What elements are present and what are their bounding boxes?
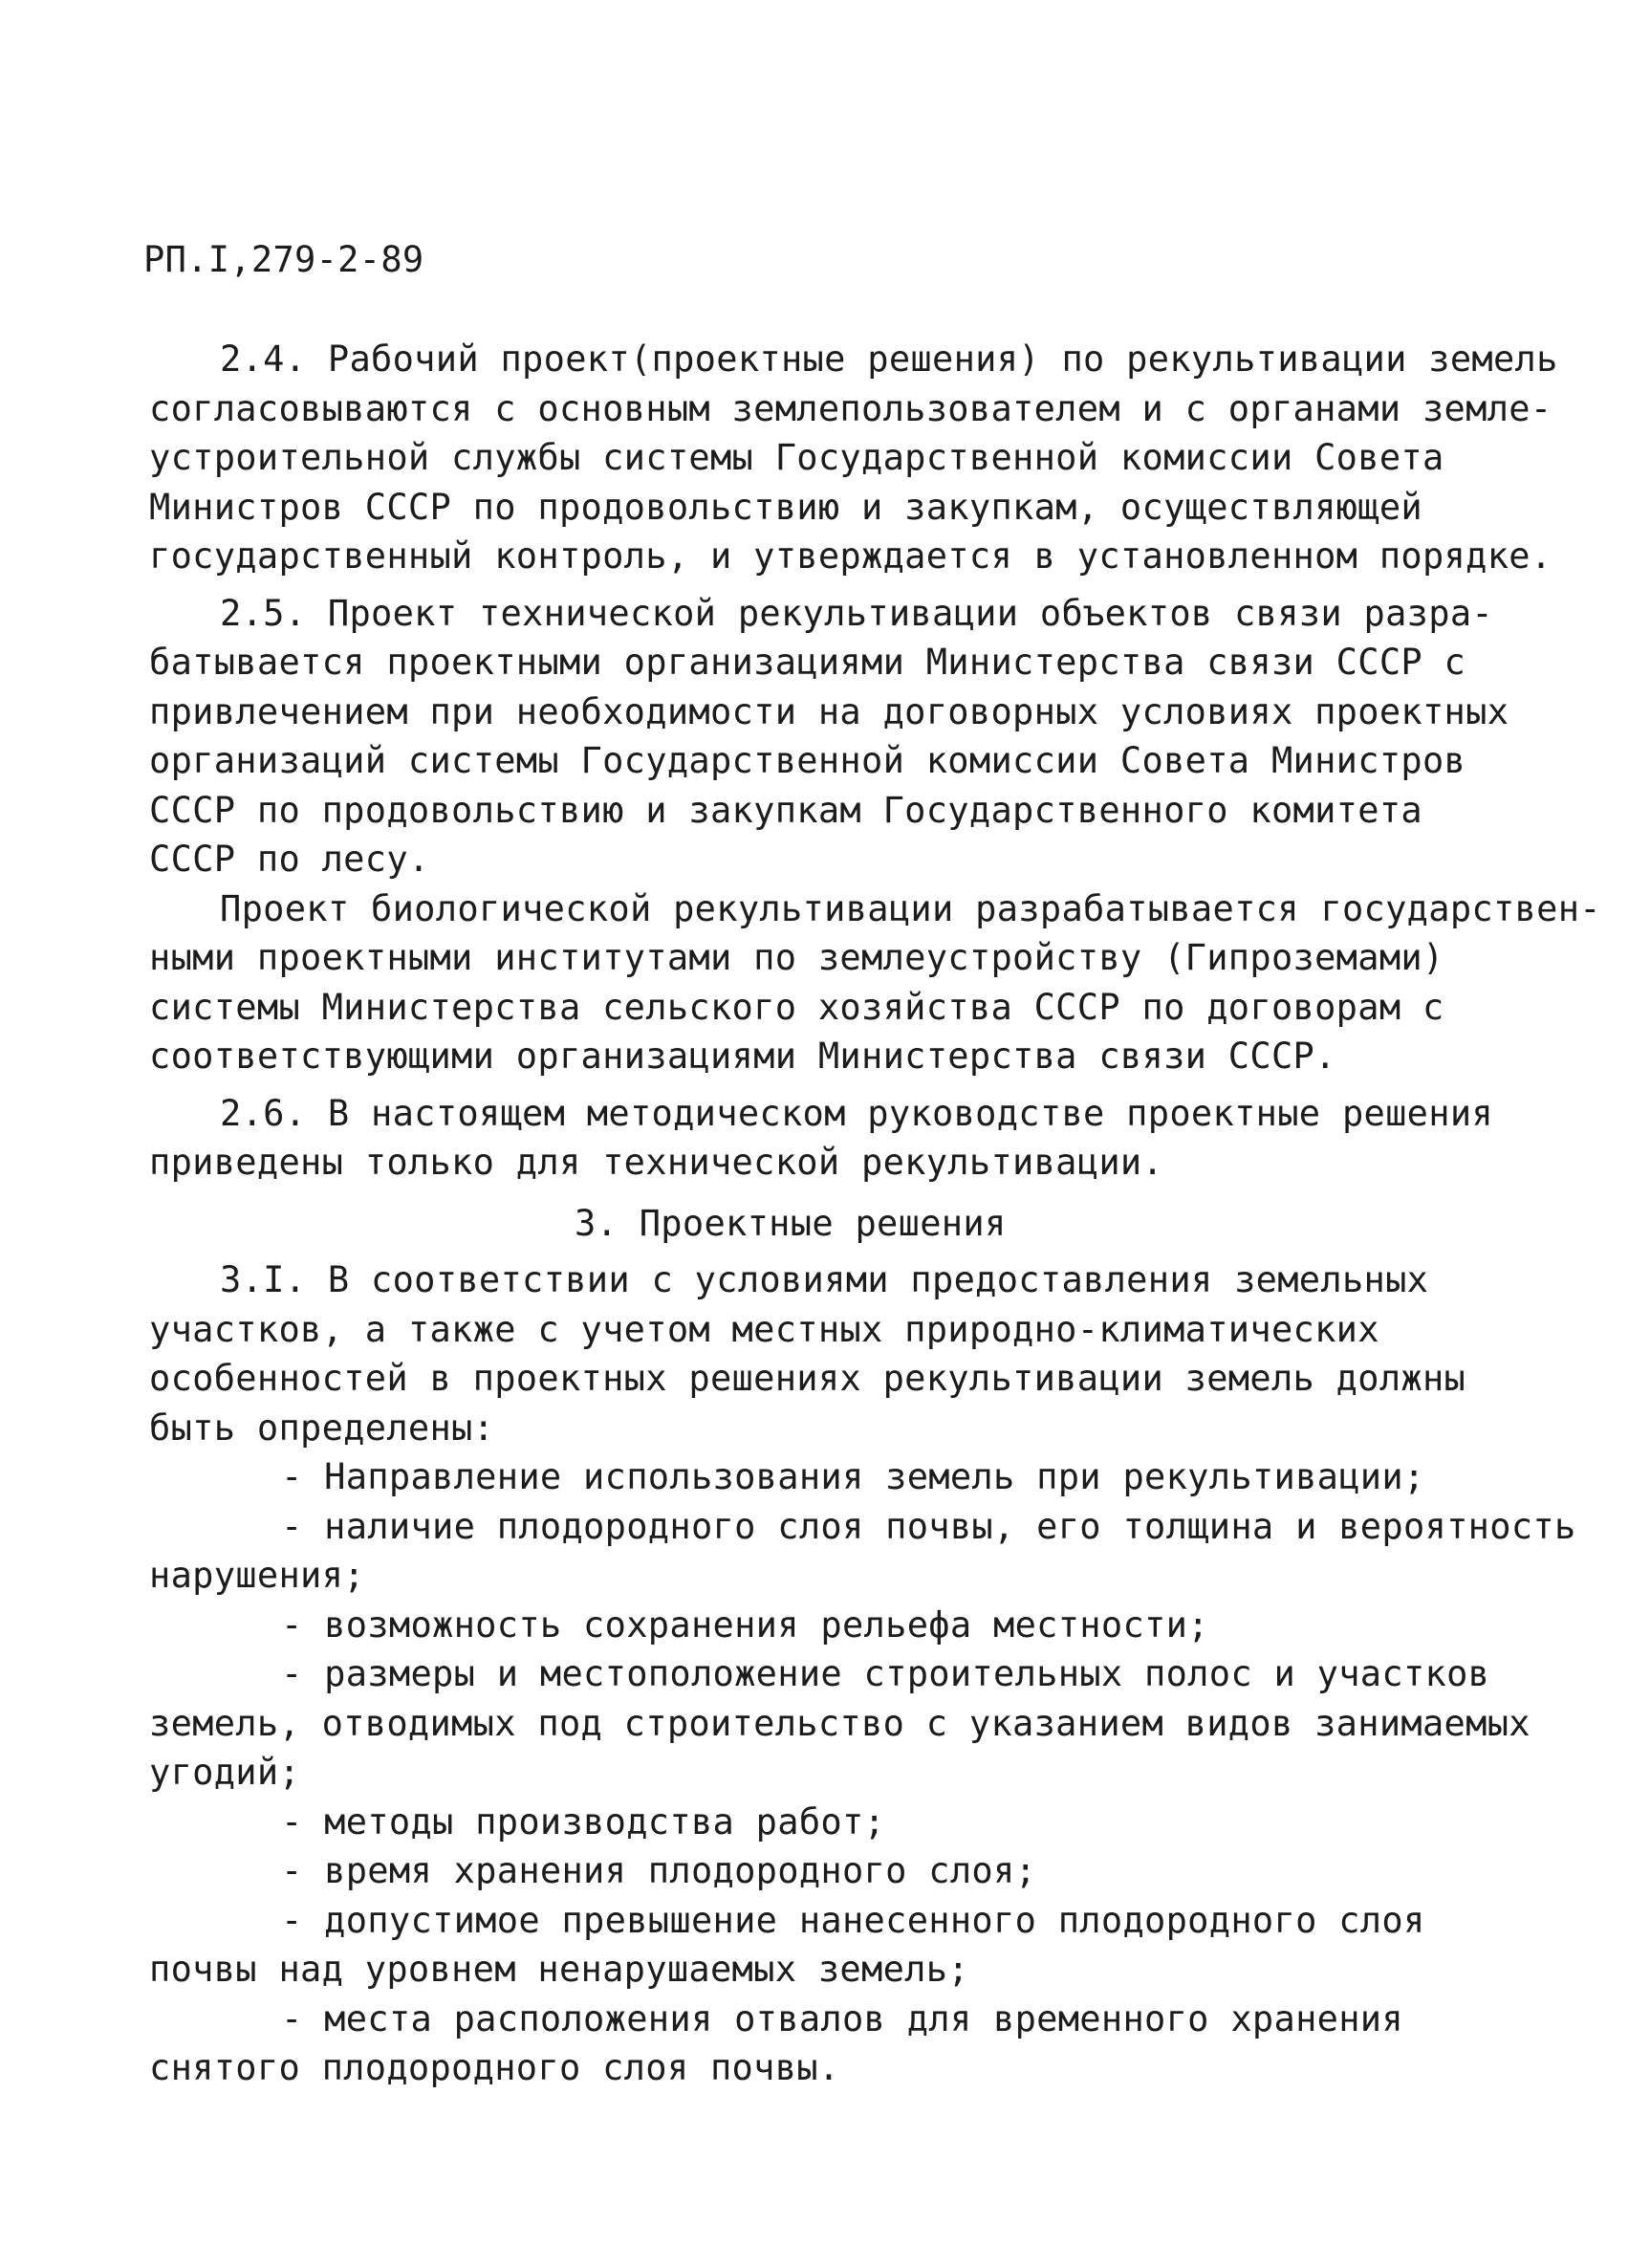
text-line: почвы над уровнем ненарушаемых земель; <box>149 1949 969 1990</box>
text-line: 2.5. Проект технической рекультивации объектов связи разра- <box>220 592 1493 634</box>
text-line: системы Министерства сельского хозяйства СССР по договорам с <box>149 986 1444 1028</box>
text-line: устроительной службы системы Государственной комиссии Совета <box>149 437 1444 478</box>
text-line: - наличие плодородного слоя почвы, его толщина и вероятность <box>281 1505 1576 1547</box>
text-line: Проект биологической рекультивации разрабатывается государствен- <box>220 887 1601 929</box>
text-line: - методы производства работ; <box>281 1800 886 1843</box>
text-line: приведены только для технической рекультивации. <box>149 1142 1164 1183</box>
text-line: - время хранения плодородного слоя; <box>281 1850 1037 1891</box>
text-line: - места расположения отвалов для временного хранения <box>281 1997 1403 2039</box>
text-line: - допустимое превышение нанесенного плодородного слоя <box>281 1899 1425 1941</box>
text-line: снятого плодородного слоя почвы. <box>149 2047 840 2088</box>
text-line: согласовываются с основным землепользователем и с органами земле- <box>149 387 1552 429</box>
text-line: батывается проектными организациями Министерства связи СССР с <box>149 642 1466 683</box>
text-line: земель, отводимых под строительство с указанием видов занимаемых <box>149 1702 1530 1744</box>
text-line: - Направление использования земель при рекультивации; <box>281 1456 1425 1497</box>
text-line: угодий; <box>149 1752 301 1793</box>
text-line: быть определены: <box>149 1407 495 1449</box>
text-line: особенностей в проектных решениях рекультивации земель должны <box>149 1358 1466 1399</box>
document-body <box>149 335 1601 2093</box>
text-line: участков, а также с учетом местных природно-климатических <box>149 1308 1379 1350</box>
text-line: 2.6. В настоящем методическом руководстве проектные решения <box>220 1092 1493 1134</box>
text-line: - возможность сохранения рельефа местности; <box>281 1603 1209 1646</box>
text-line: нарушения; <box>149 1555 365 1596</box>
text-line: 2.4. Рабочий проект(проектные решения) по рекультивации земель <box>220 338 1558 380</box>
text-line: ными проектными институтами по землеустройству (Гипроземами) <box>149 937 1444 978</box>
text-line: 3.I. В соответствии с условиями предоставления земельных <box>220 1259 1429 1300</box>
text-line: СССР по продовольствию и закупкам Государственного комитета <box>149 789 1422 831</box>
text-line: Министров СССР по продовольствию и закупкам, осуществляющей <box>149 486 1422 528</box>
text-line: СССР по лесу. <box>149 839 430 880</box>
text-line: - размеры и местоположение строительных полос и участков <box>281 1653 1490 1694</box>
section-heading: 3. Проектные решения <box>575 1202 1007 1244</box>
text-line: организаций системы Государственной комиссии Совета Министров <box>149 740 1466 781</box>
document-code: РП.I,279-2-89 <box>143 239 424 280</box>
text-line: соответствующими организациями Министерства связи СССР. <box>149 1036 1336 1077</box>
text-line: государственный контроль, и утверждается в установленном порядке. <box>149 535 1552 577</box>
text-line: привлечением при необходимости на договорных условиях проектных <box>149 690 1509 732</box>
